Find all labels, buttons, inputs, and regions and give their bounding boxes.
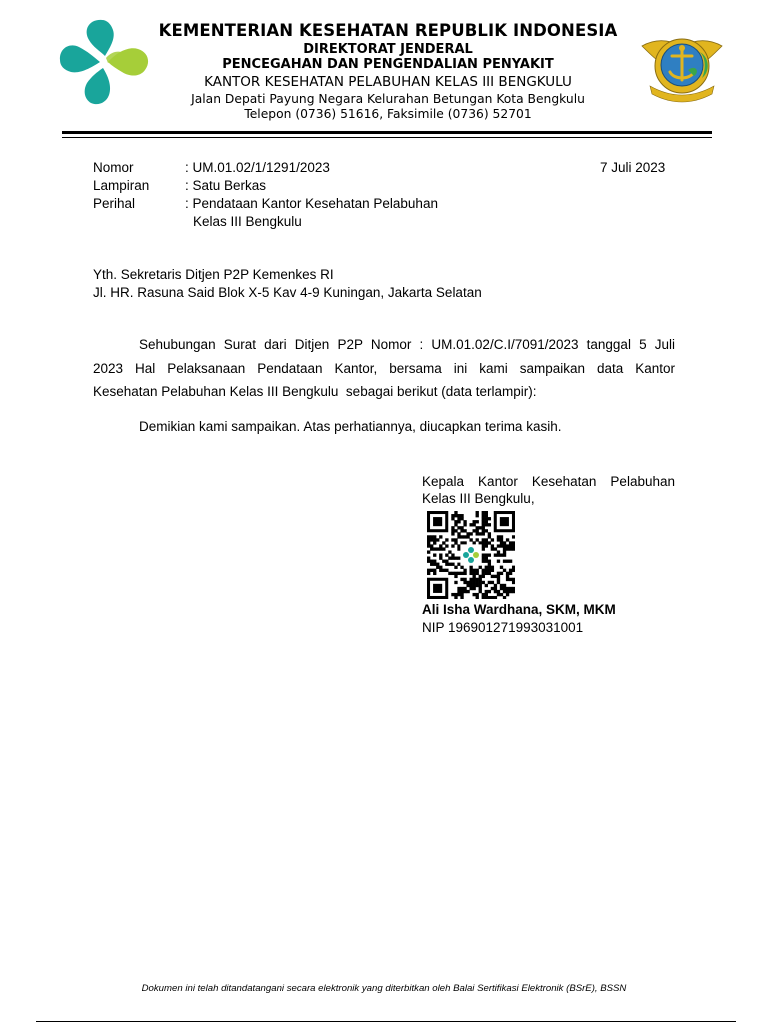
perihal-label: Perihal — [93, 196, 136, 211]
signatory-name: Ali Isha Wardhana, SKM, MKM — [422, 602, 616, 617]
recipient-address: Jl. HR. Rasuna Said Blok X-5 Kav 4-9 Kuningan, Jakarta Selatan — [93, 285, 482, 300]
qr-code-signature — [427, 511, 515, 599]
lampiran-label: Lampiran — [93, 178, 150, 193]
letterhead-rule-thick — [62, 131, 712, 134]
electronic-signature-note: Dokumen ini telah ditandatangani secara elektronik yang diterbitkan oleh Balai Sertifikasi Elektronik (BSrE), BSSN — [141, 983, 627, 994]
closing-paragraph: Demikian kami sampaikan. Atas perhatiannya, diucapkan terima kasih. — [139, 419, 562, 434]
body-paragraph-line1: Sehubungan Surat dari Ditjen P2P Nomor : UM.01.02/C.I/7091/2023 tanggal 5 Juli — [139, 337, 675, 352]
perihal-value-line2: Kelas III Bengkulu — [193, 214, 302, 229]
kesehatan-pelabuhan-emblem — [640, 24, 724, 104]
body-paragraph-line3: Kesehatan Pelabuhan Kelas III Bengkulu sebagai berikut (data terlampir): — [93, 384, 537, 399]
signatory-position-line2: Kelas III Bengkulu, — [422, 491, 535, 506]
signatory-position-line1: Kepala Kantor Kesehatan Pelabuhan — [422, 474, 675, 489]
letterhead-address: Jalan Depati Payung Negara Kelurahan Betungan Kota Bengkulu — [191, 92, 585, 106]
letterhead-office: KANTOR KESEHATAN PELABUHAN KELAS III BENGKULU — [204, 74, 572, 90]
footer-rule — [36, 1021, 736, 1022]
letterhead-phone: Telepon (0736) 51616, Faksimile (0736) 52701 — [244, 107, 532, 121]
lampiran-value: : Satu Berkas — [185, 178, 267, 193]
letter-date: 7 Juli 2023 — [600, 160, 666, 175]
perihal-value-line1: : Pendataan Kantor Kesehatan Pelabuhan — [185, 196, 438, 211]
letterhead-directorate: DIREKTORAT JENDERAL — [303, 42, 473, 57]
kemenkes-logo — [56, 16, 152, 108]
letterhead-ministry: KEMENTERIAN KESEHATAN REPUBLIK INDONESIA — [158, 21, 618, 40]
nomor-value: : UM.01.02/1/1291/2023 — [185, 160, 330, 175]
letterhead-directorate-name: PENCEGAHAN DAN PENGENDALIAN PENYAKIT — [222, 57, 554, 72]
nomor-label: Nomor — [93, 160, 134, 175]
signatory-nip: NIP 196901271993031001 — [422, 620, 584, 635]
letterhead-rule-thin — [62, 137, 712, 138]
body-paragraph-line2: 2023 Hal Pelaksanaan Pendataan Kantor, bersama ini kami sampaikan data Kantor — [93, 361, 675, 376]
recipient-name: Yth. Sekretaris Ditjen P2P Kemenkes RI — [93, 267, 334, 282]
